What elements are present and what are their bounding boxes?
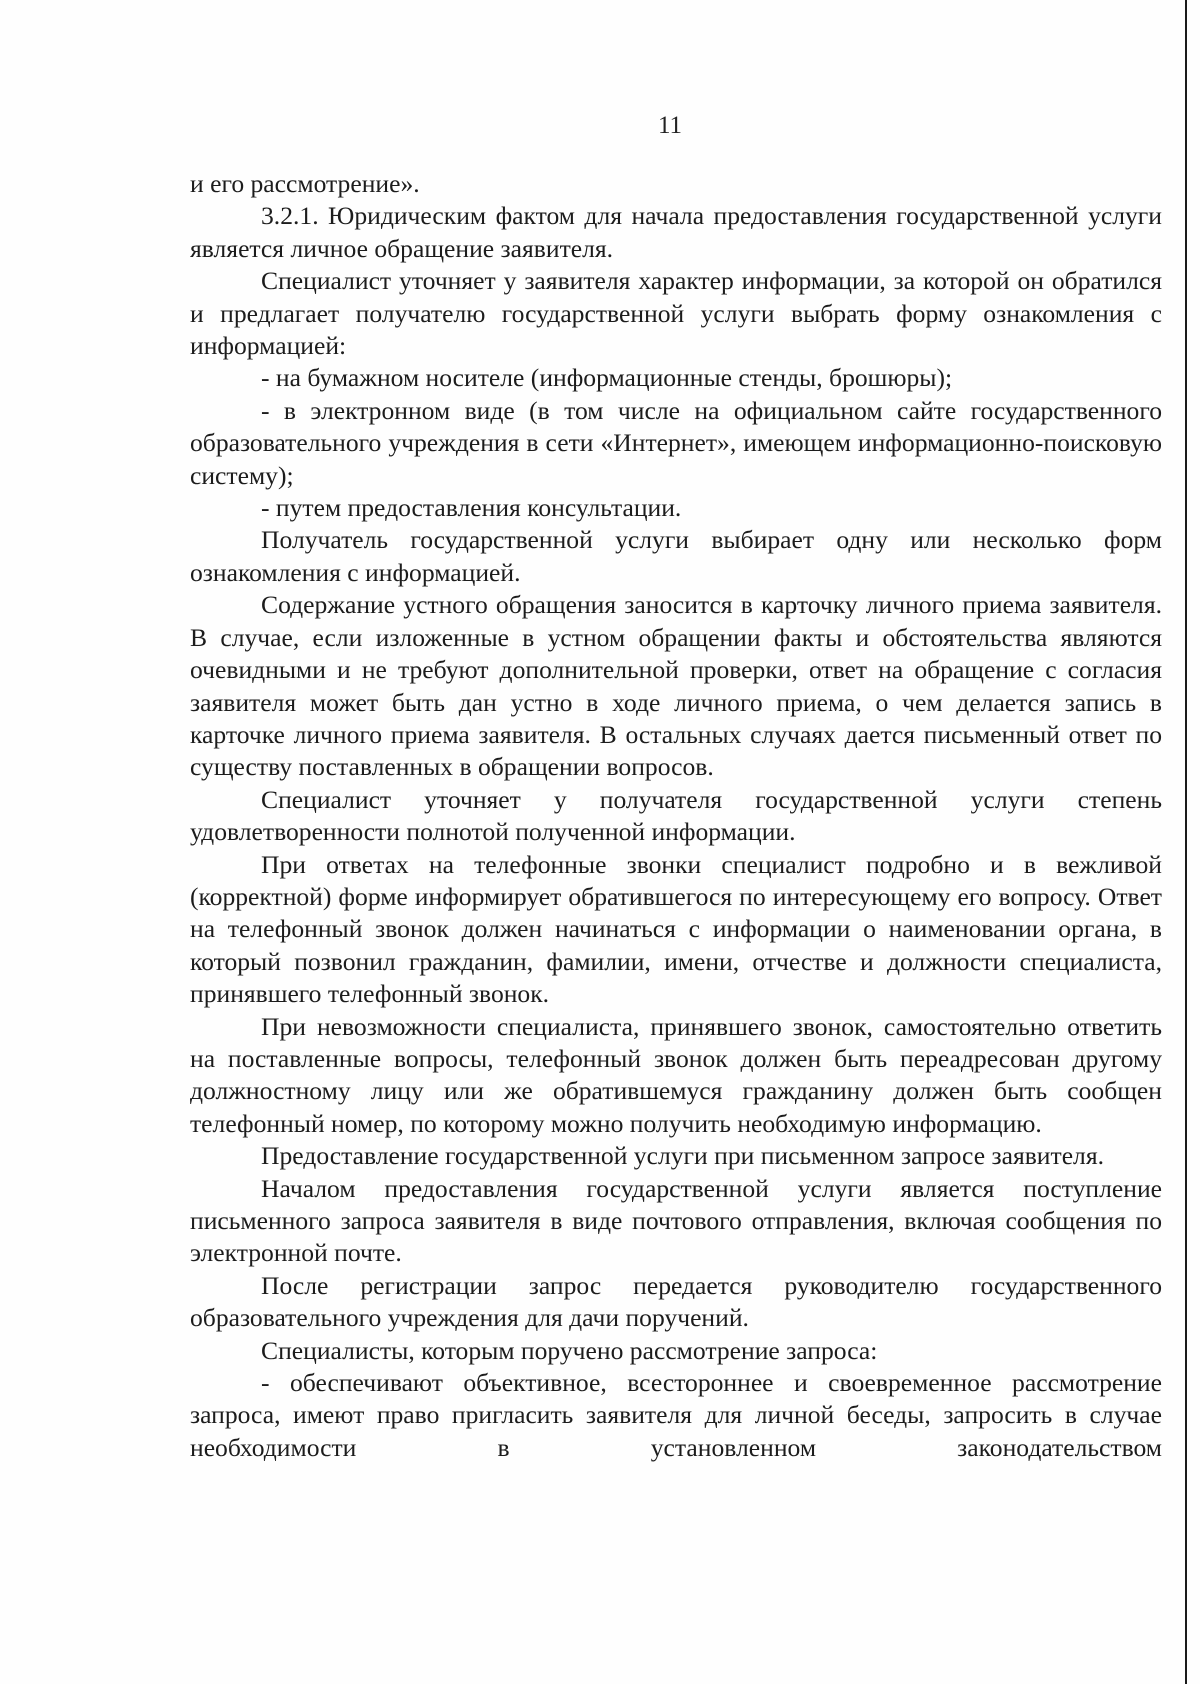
paragraph-11: При невозможности специалиста, принявшего звонок, самостоятельно ответить на поставленные вопросы, телефонный звонок должен быть переадресован другому должностному лицу или же обратившемуся гражданину должен быть сообщен телефонный номер, по которому можно получить необходимую информацию.: [190, 1011, 1162, 1138]
paragraph-14: После регистрации запрос передается руководителю государственного образовательного учреждения для дачи поручений.: [190, 1270, 1162, 1333]
body-text: [190, 168, 1162, 1464]
paragraph-8: Содержание устного обращения заносится в карточку личного приема заявителя. В случае, если изложенные в устном обращении факты и обстоятельства являются очевидными и не требуют дополнительной проверки, ответ на обращение с согласия заявителя может быть дан устно в ходе личного приема, о чем делается запись в карточке личного приема заявителя. В остальных случаях дается письменный ответ по существу поставленных в обращении вопросов.: [190, 590, 1162, 782]
paragraph-6: - путем предоставления консультации.: [261, 493, 682, 523]
paragraph-13: Началом предоставления государственной услуги является поступление письменного запроса заявителя в виде почтового отправления, включая сообщения по электронной почте.: [190, 1173, 1162, 1268]
paragraph-5: - в электронном виде (в том числе на официальном сайте государственного образовательного учреждения в сети «Интернет», имеющем информационно-поисковую систему);: [190, 395, 1162, 490]
paragraph-1: и его рассмотрение».: [190, 169, 420, 198]
paragraph-10: При ответах на телефонные звонки специалист подробно и в вежливой (корректной) форме информирует обратившегося по интересующему его вопросу. Ответ на телефонный звонок должен начинаться с информации о наименовании органа, в который позвонил гражданин, фамилии, имени, отчестве и должности специалиста, принявшего телефонный звонок.: [190, 849, 1162, 1009]
paragraph-12: Предоставление государственной услуги при письменном запросе заявителя.: [261, 1141, 1104, 1171]
page-number: 11: [657, 112, 683, 139]
scan-edge-line: [1185, 0, 1187, 1684]
paragraph-2: 3.2.1. Юридическим фактом для начала предоставления государственной услуги является личное обращение заявителя.: [190, 201, 1162, 263]
paragraph-9: Специалист уточняет у получателя государственной услуги степень удовлетворенности полнотой полученной информации.: [190, 784, 1162, 847]
paragraph-15: Специалисты, которым поручено рассмотрение запроса:: [261, 1335, 878, 1365]
paragraph-3: Специалист уточняет у заявителя характер информации, за которой он обратился и предлагает получателю государственной услуги выбрать форму ознакомления с информацией:: [190, 266, 1162, 361]
paragraph-7: Получатель государственной услуги выбирает одну или несколько форм ознакомления с информацией.: [190, 525, 1162, 587]
paragraph-4: - на бумажном носителе (информационные стенды, брошюры);: [261, 363, 953, 393]
paragraph-16: - обеспечивают объективное, всестороннее и своевременное рассмотрение запроса, имеют право пригласить заявителя для личной беседы, запросить в случае необходимости в установленном законодательством: [190, 1368, 1162, 1462]
